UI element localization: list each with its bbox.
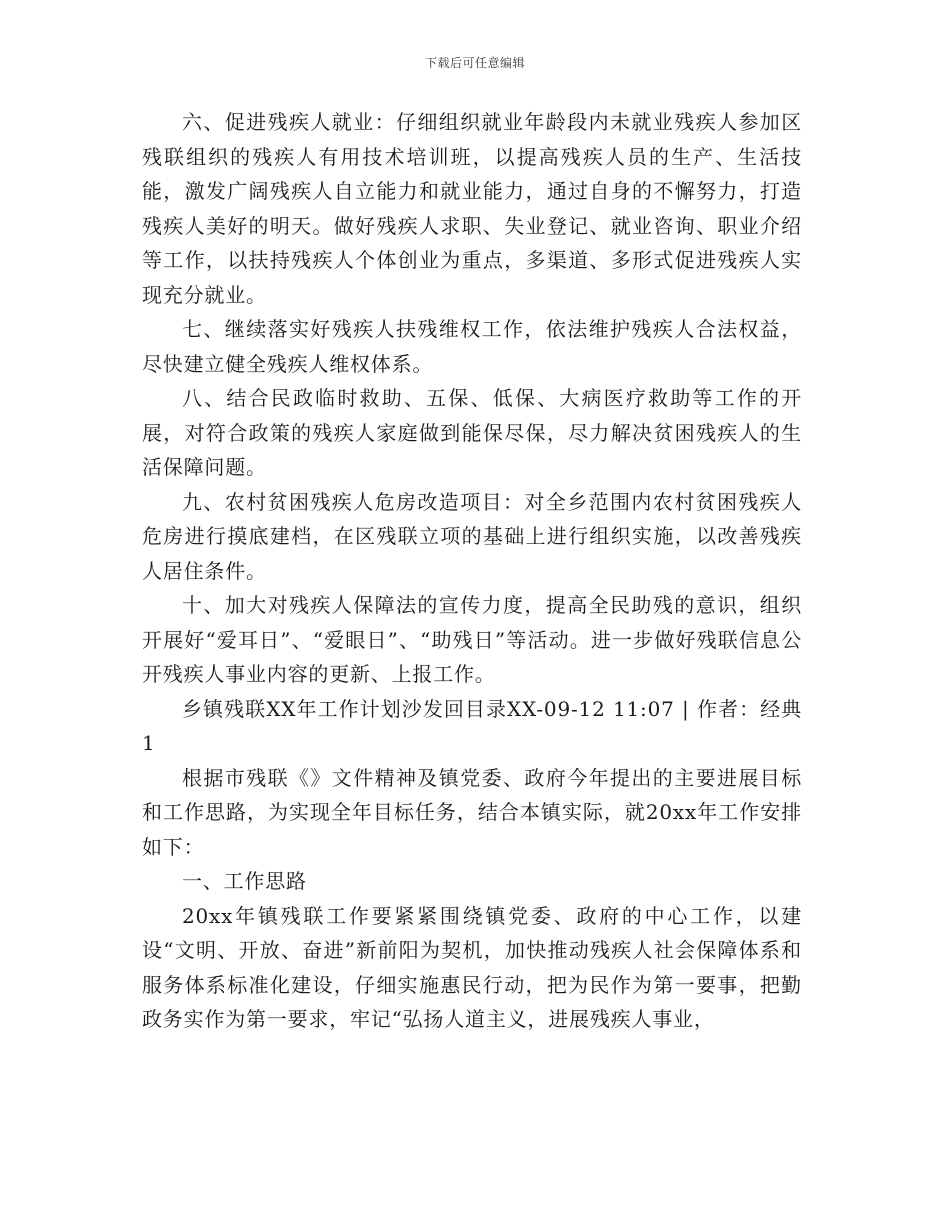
page-header: 下载后可任意编辑 — [424, 56, 525, 70]
paragraph-civil-assistance: 八、结合民政临时救助、五保、低保、大病医疗救助等工作的开展，对符合政策的残疾人家庭做到能保尽保，尽力解决贫困残疾人的生活保障问题。 — [142, 386, 802, 479]
paragraph-work-approach: 20xx年镇残联工作要紧紧围绕镇党委、政府的中心工作，以建设“文明、开放、奋进”新前阳为契机，加快推动残疾人社会保障体系和服务体系标准化建设，仔细实施惠民行动，把为民作为第一要事，把勤政务实作为第一要求，牢记“弘扬人道主义，进展残疾人事业， — [142, 903, 802, 1031]
paragraph-intro: 根据市残联《》文件精神及镇党委、政府今年提出的主要进展目标和工作思路，为实现全年目标任务，结合本镇实际，就20xx年工作安排如下： — [142, 765, 802, 859]
document-body — [142, 105, 802, 1037]
paragraph-article-meta: 乡镇残联XX年工作计划沙发回目录XX-09-12 11:07 | 作者：经典1 — [142, 696, 802, 755]
section-heading-work-approach: 一、工作思路 — [182, 869, 307, 893]
paragraph-housing-renovation: 九、农村贫困残疾人危房改造项目：对全乡范围内农村贫困残疾人危房进行摸底建档，在区残联立项的基础上进行组织实施，以改善残疾人居住条件。 — [142, 489, 802, 583]
paragraph-publicity: 十、加大对残疾人保障法的宣传力度，提高全民助残的意识，组织开展好“爱耳日”、“爱眼日”、“助残日”等活动。进一步做好残联信息公开残疾人事业内容的更新、上报工作。 — [142, 593, 802, 686]
paragraph-rights-protection: 七、继续落实好残疾人扶残维权工作，依法维护残疾人合法权益，尽快建立健全残疾人维权体系。 — [142, 317, 802, 376]
paragraph-employment: 六、促进残疾人就业：仔细组织就业年龄段内未就业残疾人参加区残联组织的残疾人有用技术培训班，以提高残疾人员的生产、生活技能，激发广阔残疾人自立能力和就业能力，通过自身的不懈努力，打造残疾人美好的明天。做好残疾人求职、失业登记、就业咨询、职业介绍等工作，以扶持残疾人个体创业为重点，多渠道、多形式促进残疾人实现充分就业。 — [142, 110, 802, 307]
